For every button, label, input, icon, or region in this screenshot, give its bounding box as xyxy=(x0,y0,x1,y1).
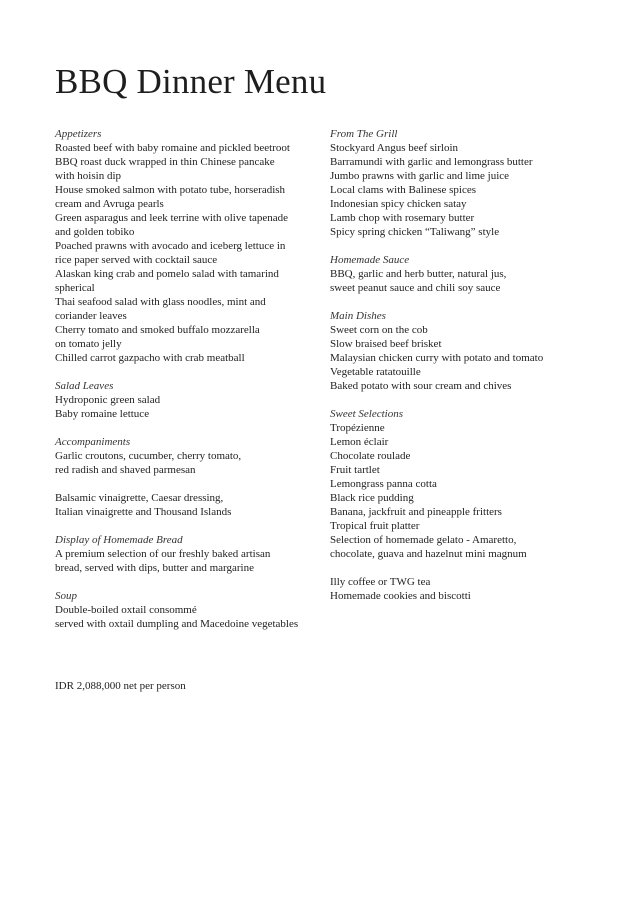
menu-item: Illy coffee or TWG tea xyxy=(330,576,431,588)
menu-section-homemade-sauce xyxy=(330,253,610,295)
section-heading: From The Grill xyxy=(330,128,398,140)
menu-item: House smoked salmon with potato tube, horseradish xyxy=(55,184,286,196)
menu-item: Sweet corn on the cob xyxy=(330,324,428,336)
menu-item: Double-boiled oxtail consommé xyxy=(55,604,197,616)
menu-title: BBQ Dinner Menu xyxy=(55,62,327,101)
menu-item: cream and Avruga pearls xyxy=(55,198,164,210)
menu-item: Homemade cookies and biscotti xyxy=(330,590,471,602)
menu-item: Vegetable ratatouille xyxy=(330,366,421,378)
menu-item: and golden tobiko xyxy=(55,226,135,238)
section-heading: Display of Homemade Bread xyxy=(55,534,183,546)
menu-item: Selection of homemade gelato - Amaretto, xyxy=(330,534,517,546)
menu-item: Black rice pudding xyxy=(330,492,414,504)
menu-item: Spicy spring chicken “Taliwang” style xyxy=(330,226,500,238)
right-column xyxy=(330,127,610,617)
menu-item: Thai seafood salad with glass noodles, mint and xyxy=(55,296,266,308)
menu-item: Slow braised beef brisket xyxy=(330,338,442,350)
menu-section-sweet-selections xyxy=(330,407,610,561)
menu-item: Local clams with Balinese spices xyxy=(330,184,477,196)
menu-section-main-dishes xyxy=(330,309,610,393)
price-line: IDR 2,088,000 net per person xyxy=(55,680,186,692)
menu-item: served with oxtail dumpling and Macedoine vegetables xyxy=(55,618,299,630)
menu-item: Chilled carrot gazpacho with crab meatball xyxy=(55,352,245,364)
menu-item: Lamb chop with rosemary butter xyxy=(330,212,475,224)
menu-item: sweet peanut sauce and chili soy sauce xyxy=(330,282,501,294)
menu-section-salad-leaves xyxy=(55,379,325,421)
menu-item: Malaysian chicken curry with potato and tomato xyxy=(330,352,544,364)
menu-item: Jumbo prawns with garlic and lime juice xyxy=(330,170,510,182)
menu-item: A premium selection of our freshly baked artisan xyxy=(55,548,271,560)
menu-item: Baked potato with sour cream and chives xyxy=(330,380,512,392)
menu-section-accompaniments xyxy=(55,435,325,477)
section-heading: Salad Leaves xyxy=(55,380,114,392)
section-heading: Homemade Sauce xyxy=(330,254,410,266)
section-heading: Main Dishes xyxy=(330,310,386,322)
menu-item: Garlic croutons, cucumber, cherry tomato, xyxy=(55,450,242,462)
left-column xyxy=(55,127,325,645)
menu-item: Chocolate roulade xyxy=(330,450,411,462)
menu-item: Lemon éclair xyxy=(330,436,389,448)
menu-item: Roasted beef with baby romaine and pickled beetroot xyxy=(55,142,290,154)
menu-section-appetizers xyxy=(55,127,325,365)
menu-section-display-of-homemade-bread xyxy=(55,533,325,575)
menu-item: Tropézienne xyxy=(330,422,385,434)
menu-item: Lemongrass panna cotta xyxy=(330,478,437,490)
menu-item: BBQ, garlic and herb butter, natural jus, xyxy=(330,268,507,280)
menu-item: bread, served with dips, butter and margarine xyxy=(55,562,254,574)
section-heading: Appetizers xyxy=(55,128,102,140)
section-heading: Sweet Selections xyxy=(330,408,404,420)
menu-section-soup xyxy=(55,589,325,631)
menu-item: red radish and shaved parmesan xyxy=(55,464,196,476)
section-heading: Accompaniments xyxy=(55,436,131,448)
menu-item: Fruit tartlet xyxy=(330,464,380,476)
menu-item: Poached prawns with avocado and iceberg lettuce in xyxy=(55,240,286,252)
menu-item: Baby romaine lettuce xyxy=(55,408,150,420)
section-heading: Soup xyxy=(55,590,77,602)
menu-item: Italian vinaigrette and Thousand Islands xyxy=(55,506,232,518)
menu-item: Hydroponic green salad xyxy=(55,394,161,406)
menu-section-from-the-grill xyxy=(330,127,610,239)
menu-section xyxy=(330,575,610,603)
menu-item: Balsamic vinaigrette, Caesar dressing, xyxy=(55,492,224,504)
menu-section xyxy=(55,491,325,519)
menu-item: spherical xyxy=(55,282,95,294)
menu-item: rice paper served with cocktail sauce xyxy=(55,254,218,266)
menu-item: with hoisin dip xyxy=(55,170,122,182)
menu-item: Tropical fruit platter xyxy=(330,520,420,532)
menu-item: on tomato jelly xyxy=(55,338,122,350)
menu-item: Cherry tomato and smoked buffalo mozzarella xyxy=(55,324,260,336)
menu-item: BBQ roast duck wrapped in thin Chinese pancake xyxy=(55,156,275,168)
menu-item: chocolate, guava and hazelnut mini magnum xyxy=(330,548,527,560)
menu-item: Barramundi with garlic and lemongrass butter xyxy=(330,156,533,168)
menu-item: Green asparagus and leek terrine with olive tapenade xyxy=(55,212,289,224)
menu-item: coriander leaves xyxy=(55,310,127,322)
menu-item: Alaskan king crab and pomelo salad with tamarind xyxy=(55,268,279,280)
menu-item: Stockyard Angus beef sirloin xyxy=(330,142,459,154)
menu-item: Banana, jackfruit and pineapple fritters xyxy=(330,506,502,518)
menu-item: Indonesian spicy chicken satay xyxy=(330,198,467,210)
